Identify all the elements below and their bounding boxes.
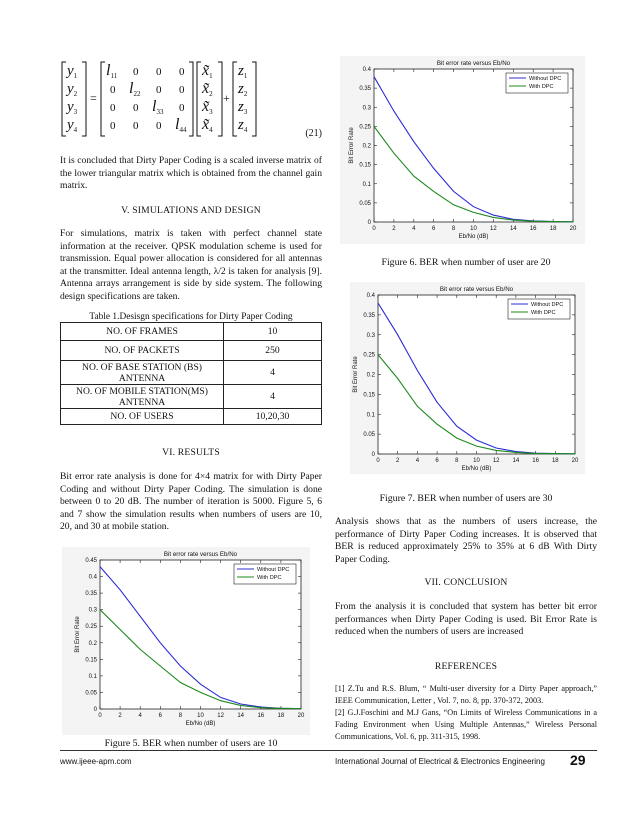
table-row — [61, 385, 322, 409]
zero-entry: 0 — [110, 84, 116, 96]
x-entry: x̃1 — [202, 62, 213, 80]
table-row — [61, 409, 322, 425]
y-entry-sub: 3 — [73, 108, 78, 116]
y-entry-sub: 1 — [73, 72, 78, 80]
zero-entry: 0 — [110, 120, 116, 132]
table-cell-param: NO. OF MOBILE STATION(MS) ANTENNA — [61, 385, 224, 409]
table-cell-param: NO. OF FRAMES — [61, 323, 224, 341]
l-entry: l22 — [129, 80, 141, 98]
x-tick-label: 0 — [376, 458, 380, 464]
z-entry-sub: 3 — [243, 108, 248, 116]
y-tick-label: 0.15 — [363, 392, 375, 399]
table-row — [61, 361, 322, 385]
y-tick-label: 0 — [93, 707, 97, 713]
l-entry: l11 — [106, 62, 118, 80]
y-tick-label: 0.35 — [359, 86, 371, 93]
figure-6-chart — [340, 56, 585, 244]
y-tick-label: 0.35 — [85, 591, 97, 598]
x-tick-label: 16 — [532, 458, 539, 464]
y-entry-sub: 4 — [73, 126, 78, 134]
l-entry-sub: 11 — [110, 72, 118, 80]
zero-entry: 0 — [156, 84, 162, 96]
table-caption: Table 1.Desisgn specifications for Dirty Paper Coding — [89, 312, 293, 322]
y-entry: $y_3$ — [67, 99, 78, 116]
y-bracket-right — [82, 62, 86, 136]
z-bracket-right — [252, 62, 256, 136]
x-tick-label: 2 — [118, 713, 122, 719]
x-tick-label: 12 — [492, 458, 500, 464]
z-entry: $z_2$ — [238, 81, 248, 98]
y-tick-label: 0.4 — [366, 293, 375, 299]
figure-5-svg — [62, 547, 310, 735]
reference-item: [2] G.J.Foschini and M.J Gans, “On Limits of Wireless Communications in a Fading Environment when Using Multiple Antennas,” Wireless Personal Communications, Vol. 6, pp. 311-315, 1998. — [335, 708, 597, 741]
x-tick-label: 18 — [549, 226, 557, 232]
y-tick-label: 0.05 — [359, 200, 371, 207]
figure-7-chart — [350, 282, 585, 474]
legend-entry: With DPC — [257, 575, 282, 581]
table-cell-value: 4 — [224, 361, 322, 385]
figure-7-caption: Figure 7. BER when number of users are 30 — [379, 493, 553, 504]
footer-rule — [60, 750, 597, 751]
y-tick-label: 0.3 — [88, 607, 97, 614]
zero-entry: 0 — [133, 102, 139, 114]
y-bracket-left — [62, 62, 66, 136]
table-cell-param: NO. OF USERS — [61, 409, 224, 425]
x-entry-sub: 4 — [209, 126, 213, 134]
legend-entry: With DPC — [531, 310, 556, 316]
y-tick-label: 0.2 — [366, 372, 375, 379]
x-tick-label: 4 — [415, 458, 420, 464]
y-tick-label: 0.1 — [88, 673, 97, 680]
matrix-equation — [60, 58, 322, 140]
figure-5-chart — [62, 547, 310, 735]
x-axis-label: Eb/No (dB) — [461, 466, 492, 472]
x-tick-label: 18 — [277, 713, 285, 719]
conclusion-paragraph: It is concluded that Dirty Paper Coding is a scaled inverse matrix of the lower triangular matrix which is obtained from the channel gain matrix. — [60, 155, 322, 192]
y-tick-label: 0.3 — [366, 332, 375, 339]
figure-7-svg — [350, 282, 585, 474]
l-entry: l33 — [152, 98, 164, 116]
x-tick-label: 2 — [396, 458, 400, 464]
x-tick-label: 8 — [455, 458, 459, 464]
y-tick-label: 0.05 — [85, 690, 97, 697]
equation-number: (21) — [305, 128, 322, 139]
x-tick-label: 4 — [138, 713, 142, 719]
y-axis-label: Bit Error Rate — [349, 127, 355, 164]
legend-entry: Without DPC — [529, 76, 562, 82]
l-entry: l44 — [175, 116, 187, 134]
x-tick-label: 8 — [178, 713, 183, 719]
l-entry-sub: 33 — [156, 108, 164, 116]
section-5-heading: V. SIMULATIONS AND DESIGN — [121, 205, 261, 216]
table-row — [61, 323, 322, 341]
l-entry-sub: 22 — [133, 90, 141, 98]
y-tick-label: 0.15 — [85, 657, 97, 664]
legend-entry: With DPC — [529, 84, 554, 90]
x-axis-label: Eb/No (dB) — [185, 721, 216, 727]
y-tick-label: 0.05 — [363, 432, 375, 439]
y-tick-label: 0.1 — [366, 412, 375, 419]
y-entry: $y_4$ — [67, 117, 78, 134]
x-tick-label: 4 — [412, 226, 416, 232]
results-paragraph: Bit error rate analysis is done for 4×4 matrix for with Dirty Paper Coding and without Dirty Paper Coding. The simulation is done between 0 to 20 dB. The number of iteration is 5000. Figure 5, 6 and 7 show the simulation results when numbers of users are 10, 20, and 30 at mobile station. — [60, 471, 322, 533]
zero-entry: 0 — [133, 66, 139, 78]
x-tick-label: 8 — [451, 226, 456, 232]
figure-6-svg — [340, 56, 585, 244]
analysis-paragraph: Analysis shows that as the numbers of users increase, the performance of Dirty Paper Coding increases. It is observed that BER is reduced approximately 25% to 35% at 6 dB With Dirty Paper Coding. — [335, 516, 597, 565]
plus-sign: + — [223, 91, 230, 105]
y-tick-label: 0.4 — [362, 67, 371, 73]
section-7-heading: VII. CONCLUSION — [424, 577, 508, 588]
zero-entry: 0 — [133, 120, 139, 132]
footer-website: www.ijeee-apm.com — [60, 757, 132, 766]
table-cell-value: 4 — [224, 385, 322, 409]
table-cell-value: 10 — [224, 323, 322, 341]
x-tick-label: 6 — [432, 226, 436, 232]
x-entry: x̃2 — [202, 80, 213, 98]
y-tick-label: 0 — [367, 220, 371, 226]
simulations-paragraph: For simulations, matrix is taken with perfect channel state information at the receiver. QPSK modulation scheme is used for transmission. Equal power allocation is considered for all antennas at the transmitter. Ideal antenna length, λ/2 is taken for analysis [9]. Antenna arrays arrangement is side by side system. The following design specifications are taken. — [60, 228, 322, 302]
l-bracket-left — [101, 62, 105, 136]
legend-entry: Without DPC — [257, 567, 290, 573]
y-tick-label: 0.3 — [362, 105, 371, 112]
table-cell-param: NO. OF BASE STATION (BS) ANTENNA — [61, 361, 224, 385]
spec-table — [60, 322, 322, 425]
x-tick-label: 16 — [529, 226, 537, 232]
y-entry: $y_1$ — [67, 63, 78, 80]
legend-entry: Without DPC — [531, 302, 564, 308]
equals-sign: = — [90, 91, 97, 105]
y-tick-label: 0.25 — [363, 352, 375, 359]
y-tick-label: 0.25 — [359, 124, 371, 131]
y-tick-label: 0.35 — [363, 312, 375, 319]
zero-entry: 0 — [110, 102, 116, 114]
zero-entry: 0 — [179, 84, 185, 96]
figure-6-caption: Figure 6. BER when number of user are 20 — [381, 257, 551, 268]
y-tick-label: 0 — [371, 452, 375, 458]
chart-title: Bit error rate versus Eb/No — [436, 60, 511, 67]
x-entry: x̃3 — [202, 98, 213, 116]
x-tick-label: 20 — [569, 226, 577, 232]
x-tick-label: 6 — [435, 458, 439, 464]
z-entry: $z_3$ — [238, 99, 248, 116]
table-cell-param: NO. OF PACKETS — [61, 341, 224, 361]
y-entry: $y_2$ — [67, 81, 78, 98]
figure-5-caption: Figure 5. BER when number of users are 10 — [104, 738, 278, 749]
x-tick-label: 10 — [197, 713, 204, 719]
y-tick-label: 0.25 — [85, 624, 97, 631]
final-conclusion-paragraph: From the analysis it is concluded that system has better bit error performances when Dirty Paper Coding is used. Bit Error Rate is reduced when the numbers of users are increased — [335, 601, 597, 638]
table-row — [61, 341, 322, 361]
reference-item: [1] Z.Tu and R.S. Blum, “ Multi-user diversity for a Dirty Paper approach,” IEEE Communication, Letter , Vol. 7, no. 8, pp. 370-372, 2003. — [335, 684, 597, 705]
x-tick-label: 16 — [257, 713, 265, 719]
y-axis-label: Bit Error Rate — [353, 356, 359, 393]
y-tick-label: 0.2 — [362, 143, 371, 150]
x-tick-label: 14 — [509, 226, 517, 232]
x-bracket-left — [197, 62, 201, 136]
x-entry-sub: 3 — [209, 108, 213, 116]
x-tick-label: 20 — [297, 713, 305, 719]
x-entry-sub: 1 — [209, 72, 213, 80]
z-entry-sub: 1 — [243, 72, 248, 80]
footer-page-number: 29 — [570, 752, 586, 768]
zero-entry: 0 — [156, 120, 162, 132]
z-bracket-left — [233, 62, 237, 136]
chart-title: Bit error rate versus Eb/No — [163, 551, 238, 558]
l-bracket-right — [189, 62, 193, 136]
x-tick-label: 14 — [237, 713, 245, 719]
z-entry-sub: 4 — [243, 126, 248, 134]
table-cell-value: 10,20,30 — [224, 409, 322, 425]
zero-entry: 0 — [179, 102, 185, 114]
x-tick-label: 18 — [551, 458, 559, 464]
x-entry-sub: 2 — [209, 90, 213, 98]
y-tick-label: 0.15 — [359, 162, 371, 169]
x-tick-label: 12 — [217, 713, 224, 719]
y-tick-label: 0.45 — [85, 558, 97, 564]
x-tick-label: 20 — [571, 458, 579, 464]
y-tick-label: 0.1 — [362, 181, 371, 188]
x-axis-label: Eb/No (dB) — [458, 234, 489, 240]
footer-journal: International Journal of Electrical & Electronics Engineering — [335, 757, 545, 766]
l-entry-sub: 44 — [179, 126, 187, 134]
zero-entry: 0 — [156, 66, 162, 78]
zero-entry: 0 — [179, 66, 185, 78]
chart-title: Bit error rate versus Eb/No — [439, 286, 514, 293]
x-tick-label: 14 — [512, 458, 520, 464]
equation-21 — [60, 58, 322, 140]
x-tick-label: 0 — [372, 226, 376, 232]
table-cell-value: 250 — [224, 341, 322, 361]
references-heading: REFERENCES — [434, 661, 498, 672]
x-tick-label: 10 — [473, 458, 480, 464]
z-entry-sub: 2 — [243, 90, 248, 98]
x-tick-label: 6 — [158, 713, 162, 719]
y-axis-label: Bit Error Rate — [75, 616, 81, 653]
section-6-heading: VI. RESULTS — [162, 447, 220, 458]
x-bracket-right — [218, 62, 222, 136]
z-entry: $z_1$ — [238, 63, 248, 80]
z-entry: $z_4$ — [238, 117, 248, 134]
y-tick-label: 0.4 — [88, 574, 97, 581]
x-entry: x̃4 — [202, 116, 213, 134]
x-tick-label: 2 — [392, 226, 396, 232]
x-tick-label: 10 — [470, 226, 477, 232]
y-tick-label: 0.2 — [88, 640, 97, 647]
x-tick-label: 0 — [98, 713, 102, 719]
x-tick-label: 12 — [490, 226, 497, 232]
y-entry-sub: 2 — [73, 90, 78, 98]
